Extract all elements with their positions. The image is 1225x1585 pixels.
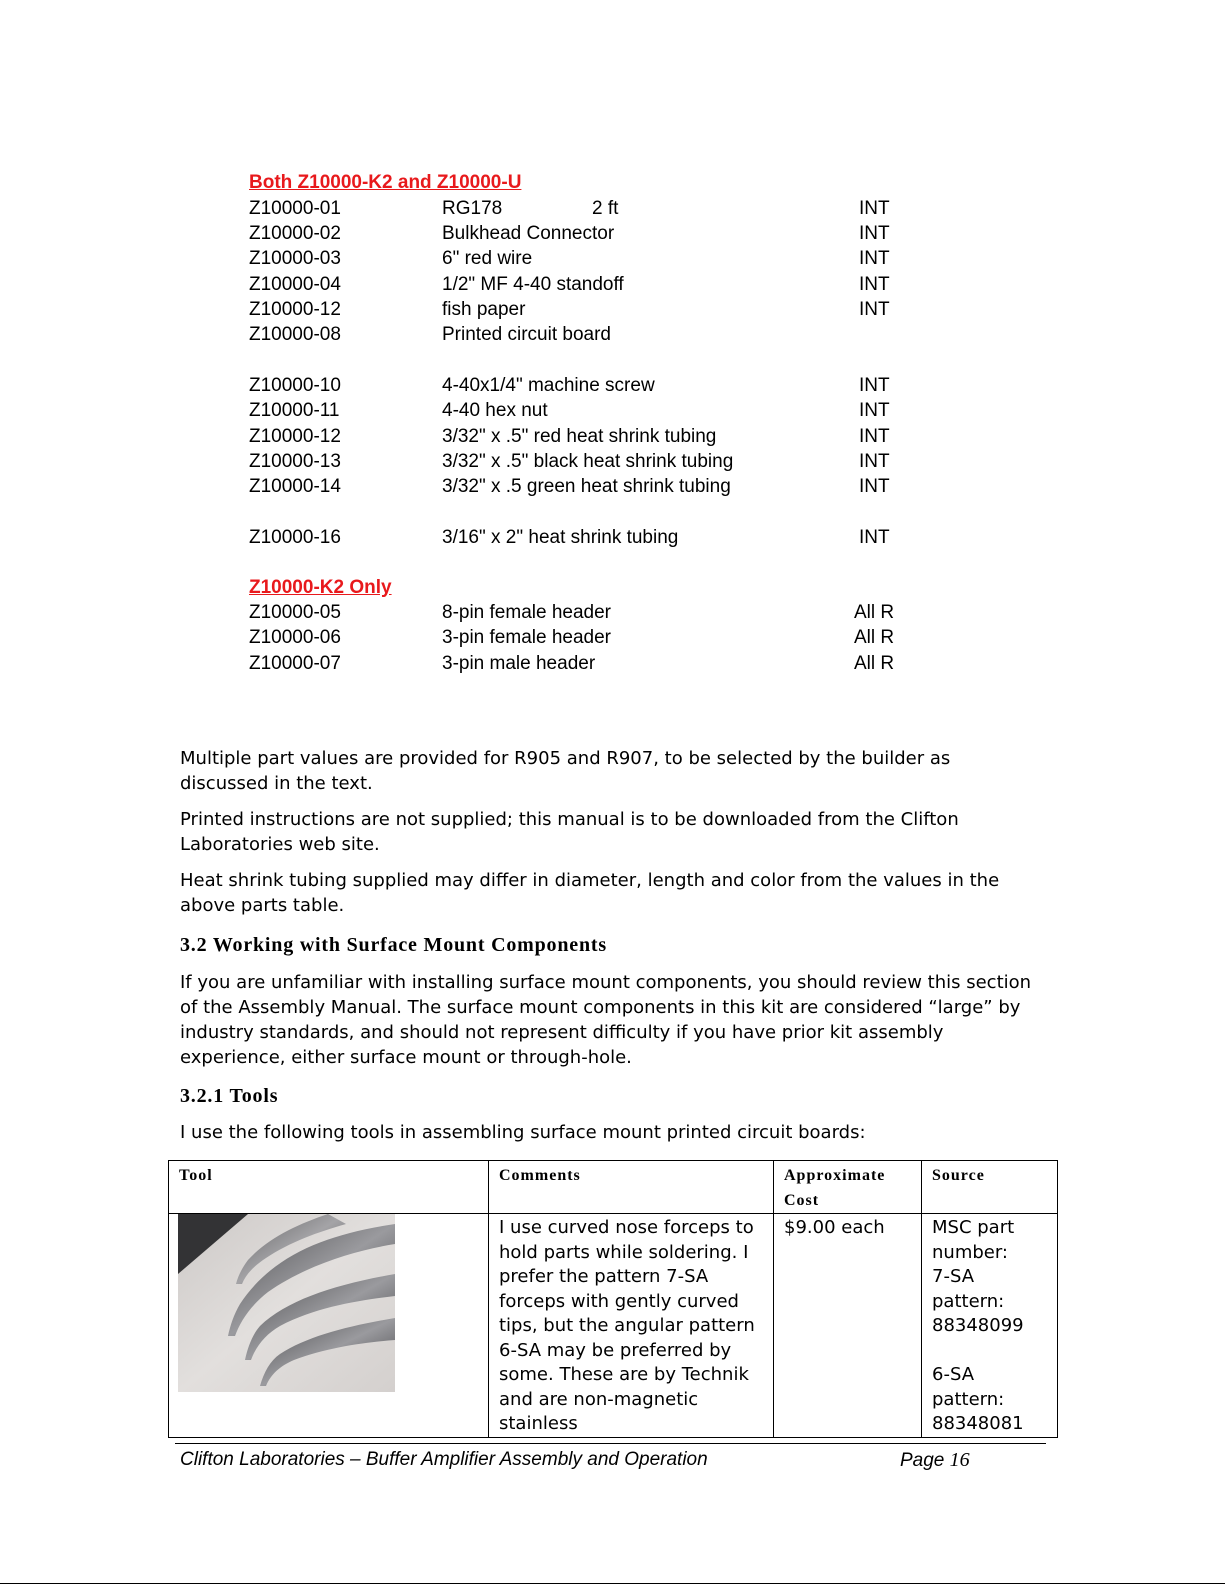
part-number: Z10000-04 (249, 274, 341, 295)
part-source: INT (859, 198, 890, 219)
part-description: 3-pin male header (442, 653, 596, 674)
part-number: Z10000-12 (249, 426, 341, 447)
part-source: INT (859, 400, 890, 421)
part-description: Bulkhead Connector (442, 223, 615, 244)
paragraph-heat-shrink: Heat shrink tubing supplied may differ in diameter, length and color from the values in the above parts table. (180, 870, 1000, 916)
tool-cost-text: $9.00 each (784, 1217, 885, 1238)
footer-page-label: Page (900, 1450, 945, 1471)
part-source: INT (859, 299, 890, 320)
tool-comments-text: I use curved nose forceps to hold parts while soldering. I prefer the pattern 7-SA forceps with gently curved tips, but the angular pattern 6-SA may be preferred by some. These are by Technik and are non-magnetic stainless (499, 1217, 755, 1434)
part-description: 4-40x1/4" machine screw (442, 375, 655, 396)
part-source: INT (859, 527, 890, 548)
part-description: 3-pin female header (442, 627, 611, 648)
parts-group-heading: Z10000-K2 Only (249, 577, 392, 598)
part-description: 3/16" x 2" heat shrink tubing (442, 527, 679, 548)
part-number: Z10000-11 (249, 400, 340, 421)
tool-cost (774, 1214, 922, 1438)
footer-title: Clifton Laboratories – Buffer Amplifier Assembly and Operation (180, 1449, 708, 1470)
part-number: Z10000-08 (249, 324, 341, 345)
part-description: 1/2" MF 4-40 standoff (442, 274, 624, 295)
part-description: 3/32" x .5 green heat shrink tubing (442, 476, 731, 497)
part-number: Z10000-06 (249, 627, 341, 648)
tools-table (168, 1160, 1058, 1438)
tool-source (922, 1214, 1058, 1438)
table-row (169, 1214, 1058, 1438)
part-number: Z10000-07 (249, 653, 341, 674)
footer-page-number: 16 (949, 1449, 970, 1471)
subsection-heading: 3.2.1 Tools (180, 1085, 279, 1107)
paragraph-smt-intro: If you are unfamiliar with installing surface mount components, you should review this section of the Assembly Manual. The surface mount components in this kit are considered “large” by industry standards, and should not represent difficulty if you have prior kit assembly experience, either surface mount or through-hole. (180, 972, 1032, 1068)
part-source: INT (859, 223, 890, 244)
part-description: 3/32" x .5" red heat shrink tubing (442, 426, 717, 447)
forceps-photo (178, 1214, 395, 1392)
part-source: INT (859, 426, 890, 447)
part-source: INT (859, 375, 890, 396)
part-source: All R (854, 653, 895, 674)
part-number: Z10000-05 (249, 602, 341, 623)
part-number: Z10000-14 (249, 476, 341, 497)
header-cost: Approximate Cost (774, 1161, 922, 1214)
part-description: Printed circuit board (442, 324, 611, 345)
part-source: INT (859, 451, 890, 472)
part-description: 3/32" x .5" black heat shrink tubing (442, 451, 734, 472)
header-tool: Tool (169, 1161, 489, 1214)
section-heading: 3.2 Working with Surface Mount Components (180, 934, 607, 956)
part-source: INT (859, 476, 890, 497)
part-description: 4-40 hex nut (442, 400, 548, 421)
part-number: Z10000-13 (249, 451, 341, 472)
paragraph-printed-instructions: Printed instructions are not supplied; this manual is to be downloaded from the Clifton Laboratories web site. (180, 809, 959, 855)
header-source: Source (922, 1161, 1058, 1214)
tool-comments (489, 1214, 774, 1438)
part-source: INT (859, 274, 890, 295)
parts-group-heading: Both Z10000-K2 and Z10000-U (249, 172, 522, 193)
part-description: fish paper (442, 299, 526, 320)
part-number: Z10000-02 (249, 223, 341, 244)
part-number: Z10000-10 (249, 375, 341, 396)
part-source: INT (859, 248, 890, 269)
part-number: Z10000-16 (249, 527, 341, 548)
page-bottom-rule (0, 1583, 1225, 1584)
part-number: Z10000-01 (249, 198, 341, 219)
paragraph-tools-intro: I use the following tools in assembling surface mount printed circuit boards: (180, 1122, 866, 1143)
part-number: Z10000-12 (249, 299, 341, 320)
part-source: All R (854, 602, 895, 623)
tool-photo-cell (169, 1214, 489, 1438)
table-header-row (169, 1161, 1058, 1214)
part-description: RG178 (442, 198, 503, 219)
part-number: Z10000-03 (249, 248, 341, 269)
paragraph-part-values: Multiple part values are provided for R905 and R907, to be selected by the builder as discussed in the text. (180, 748, 951, 794)
part-description: 8-pin female header (442, 602, 611, 623)
part-length: 2 ft (592, 198, 619, 219)
footer-rule (175, 1443, 1046, 1444)
part-description: 6" red wire (442, 248, 533, 269)
part-source: All R (854, 627, 895, 648)
header-comments: Comments (489, 1161, 774, 1214)
tool-source-text: MSC part number: 7-SA pattern: 88348099 6-SA pattern: 88348081 (932, 1217, 1024, 1434)
footer-page (900, 1449, 970, 1472)
